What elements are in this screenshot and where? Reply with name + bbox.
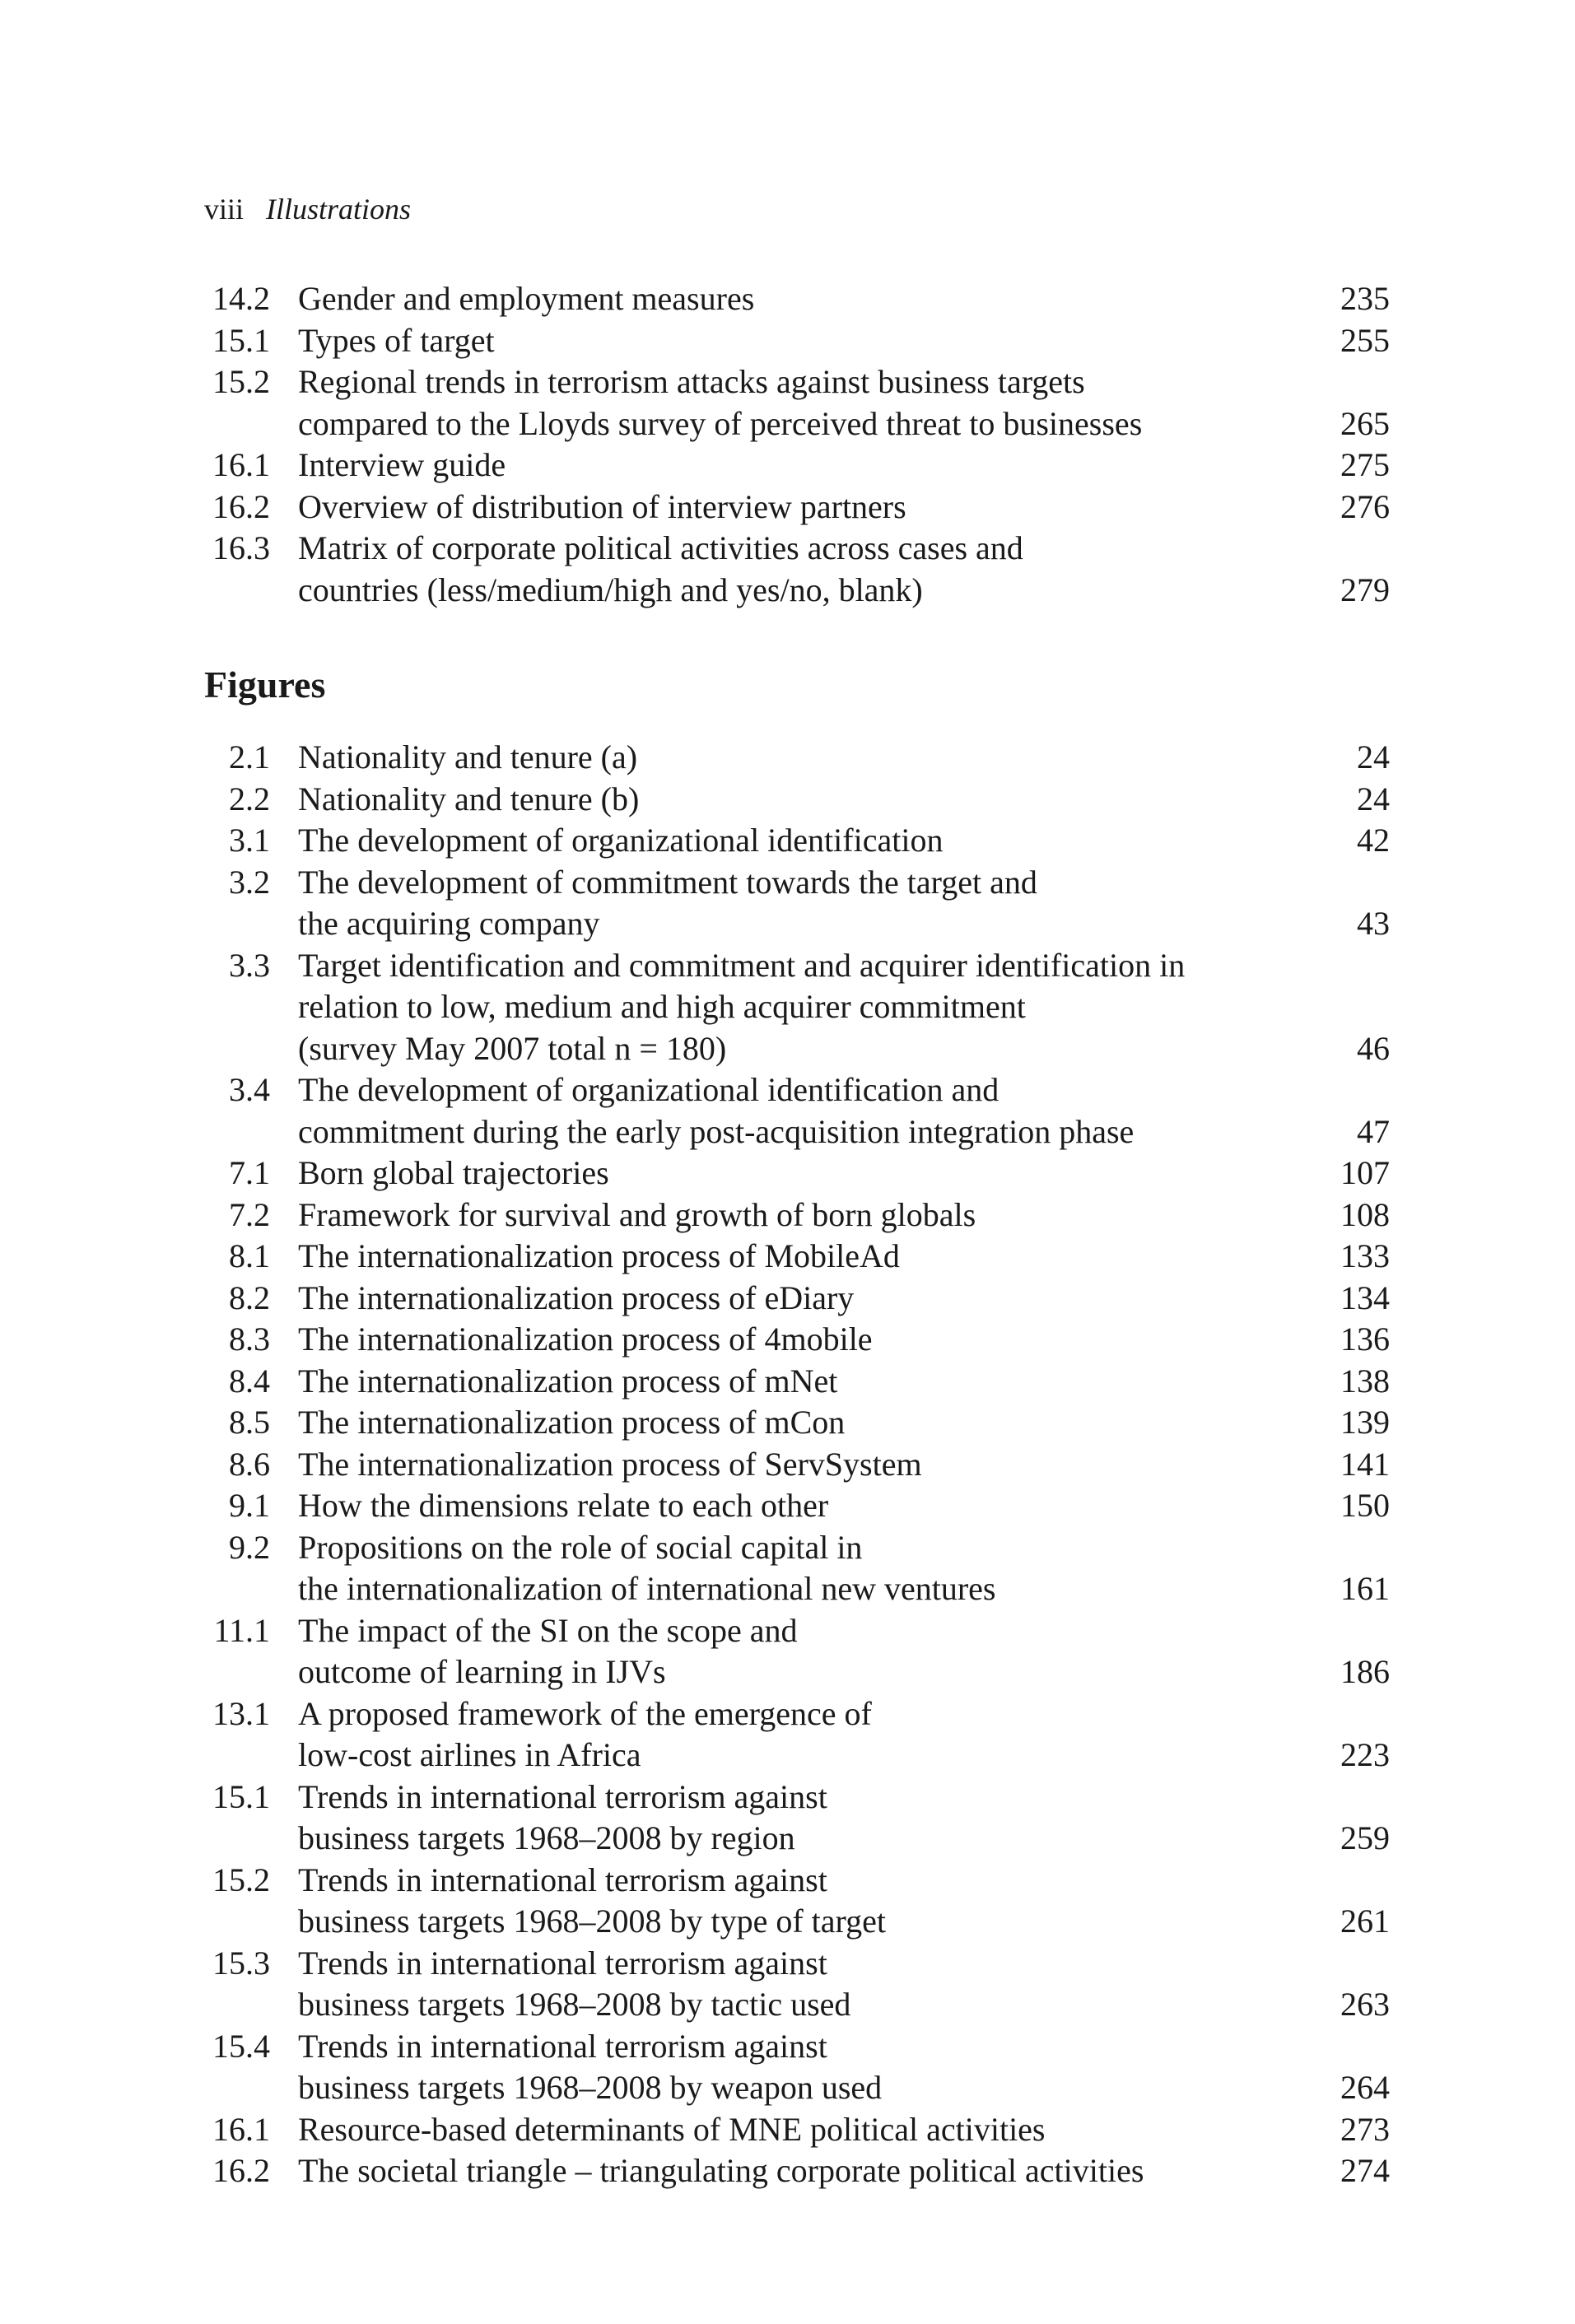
entry-number: 15.2 <box>212 363 270 400</box>
figure-entry <box>204 2109 1390 2151</box>
entry-page-number: 46 <box>1357 1029 1390 1067</box>
entry-number: 3.3 <box>229 946 270 984</box>
figure-entry <box>204 1610 1390 1693</box>
figure-entry <box>204 1943 1390 2026</box>
entry-page-number: 108 <box>1340 1195 1390 1233</box>
entry-number: 14.2 <box>212 280 270 317</box>
entry-title: The impact of the SI on the scope and outcome of learning in IJVs <box>298 1611 798 1690</box>
entry-title: The internationalization process of mNet <box>298 1362 838 1400</box>
entry-page-number: 263 <box>1340 1986 1390 2023</box>
entry-page-number: 47 <box>1357 1112 1390 1150</box>
entry-page-number: 24 <box>1357 738 1390 775</box>
entry-number: 8.4 <box>229 1362 270 1400</box>
figure-entry <box>204 1319 1390 1361</box>
entry-page-number: 24 <box>1357 780 1390 817</box>
list-of-tables-continued <box>204 278 1390 611</box>
entry-number: 15.2 <box>212 1861 270 1898</box>
figure-entry <box>204 1195 1390 1237</box>
entry-number: 11.1 <box>213 1611 270 1649</box>
entry-page-number: 43 <box>1357 905 1390 942</box>
figure-entry <box>204 779 1390 821</box>
figure-entry <box>204 1236 1390 1278</box>
figure-entry <box>204 862 1390 945</box>
entry-number: 15.1 <box>212 321 270 359</box>
entry-page-number: 139 <box>1340 1404 1390 1441</box>
entry-page-number: 279 <box>1340 571 1390 608</box>
figure-entry <box>204 1777 1390 1860</box>
entry-title: How the dimensions relate to each other <box>298 1487 829 1524</box>
entry-number: 8.5 <box>229 1404 270 1441</box>
figure-entry <box>204 1860 1390 1943</box>
table-entry <box>204 278 1390 320</box>
entry-page-number: 273 <box>1340 2110 1390 2148</box>
entry-number: 16.2 <box>212 2152 270 2189</box>
entry-title: The development of commitment towards the target and the acquiring company <box>298 863 1037 942</box>
running-head-title: Illustrations <box>266 193 412 226</box>
entry-title: The societal triangle – triangulating corporate political activities <box>298 2152 1144 2189</box>
entry-number: 15.1 <box>212 1777 270 1815</box>
list-of-figures <box>204 737 1390 2192</box>
entry-title: Regional trends in terrorism attacks against business targets compared to the Lloyds survey of perceived threat to businesses <box>298 363 1143 442</box>
table-entry <box>204 528 1390 611</box>
entry-page-number: 235 <box>1340 280 1390 317</box>
entry-page-number: 259 <box>1340 1819 1390 1856</box>
entry-page-number: 276 <box>1340 487 1390 525</box>
entry-page-number: 274 <box>1340 2152 1390 2189</box>
table-entry <box>204 487 1390 529</box>
entry-number: 16.1 <box>212 446 270 483</box>
entry-number: 3.2 <box>229 863 270 901</box>
entry-number: 16.2 <box>212 487 270 525</box>
entry-title: Types of target <box>298 321 495 359</box>
entry-title: Trends in international terrorism against business targets 1968–2008 by tactic used <box>298 1944 851 2023</box>
entry-number: 13.1 <box>212 1694 270 1732</box>
entry-title: Born global trajectories <box>298 1154 609 1191</box>
table-entry <box>204 445 1390 487</box>
entry-number: 2.1 <box>229 738 270 775</box>
entry-page-number: 265 <box>1340 404 1390 442</box>
entry-title: The internationalization process of MobileAd <box>298 1237 900 1274</box>
entry-title: Trends in international terrorism against business targets 1968–2008 by region <box>298 1777 827 1856</box>
entry-title: Interview guide <box>298 446 506 483</box>
entry-title: Nationality and tenure (b) <box>298 780 640 817</box>
entry-number: 8.2 <box>229 1278 270 1316</box>
entry-title: Gender and employment measures <box>298 280 755 317</box>
entry-number: 3.1 <box>229 822 270 859</box>
entry-page-number: 133 <box>1340 1237 1390 1274</box>
running-head <box>204 189 411 229</box>
entry-page-number: 223 <box>1340 1736 1390 1773</box>
figure-entry <box>204 1693 1390 1777</box>
entry-number: 7.2 <box>229 1195 270 1233</box>
entry-page-number: 42 <box>1357 822 1390 859</box>
figures-heading: Figures <box>204 664 326 706</box>
entry-title: Resource-based determinants of MNE political activities <box>298 2110 1046 2148</box>
entry-page-number: 161 <box>1340 1570 1390 1607</box>
figure-entry <box>204 1069 1390 1153</box>
figure-entry <box>204 2026 1390 2109</box>
page-folio: viii <box>204 193 245 226</box>
entry-number: 16.1 <box>212 2110 270 2148</box>
entry-page-number: 136 <box>1340 1320 1390 1358</box>
entry-number: 16.3 <box>212 529 270 566</box>
entry-title: Overview of distribution of interview partners <box>298 487 906 525</box>
entry-page-number: 141 <box>1340 1445 1390 1483</box>
entry-page-number: 186 <box>1340 1653 1390 1690</box>
figure-entry <box>204 1402 1390 1444</box>
entry-title: The internationalization process of mCon <box>298 1404 846 1441</box>
entry-number: 8.3 <box>229 1320 270 1358</box>
figure-entry <box>204 1361 1390 1403</box>
entry-title: Framework for survival and growth of born globals <box>298 1195 976 1233</box>
figure-entry <box>204 820 1390 862</box>
entry-number: 9.2 <box>229 1528 270 1566</box>
entry-title: Target identification and commitment and acquirer identification in relation to low, medium and high acquirer commitment (survey May 2007 total n = 180) <box>298 946 1186 1067</box>
entry-page-number: 150 <box>1340 1487 1390 1524</box>
entry-title: Trends in international terrorism against business targets 1968–2008 by type of target <box>298 1861 886 1940</box>
entry-title: Matrix of corporate political activities across cases and countries (less/medium/high and yes/no, blank) <box>298 529 1023 608</box>
entry-number: 3.4 <box>229 1071 270 1108</box>
figure-entry <box>204 1527 1390 1610</box>
entry-page-number: 107 <box>1340 1154 1390 1191</box>
entry-page-number: 138 <box>1340 1362 1390 1400</box>
entry-number: 15.3 <box>212 1944 270 1982</box>
figure-entry <box>204 2150 1390 2192</box>
entry-title: The internationalization process of ServSystem <box>298 1445 922 1483</box>
entry-title: Nationality and tenure (a) <box>298 738 638 775</box>
entry-page-number: 134 <box>1340 1278 1390 1316</box>
entry-title: The internationalization process of 4mobile <box>298 1320 873 1358</box>
table-entry <box>204 320 1390 362</box>
entry-title: The internationalization process of eDiary <box>298 1278 855 1316</box>
figure-entry <box>204 737 1390 779</box>
entry-page-number: 264 <box>1340 2069 1390 2106</box>
entry-title: The development of organizational identification and commitment during the early post-acquisition integration phase <box>298 1071 1135 1150</box>
figure-entry <box>204 945 1390 1070</box>
figure-entry <box>204 1153 1390 1195</box>
figure-entry <box>204 1444 1390 1486</box>
entry-page-number: 261 <box>1340 1903 1390 1940</box>
entry-number: 2.2 <box>229 780 270 817</box>
entry-number: 7.1 <box>229 1154 270 1191</box>
figure-entry <box>204 1278 1390 1320</box>
entry-title: Propositions on the role of social capital in the internationalization of international new ventures <box>298 1528 996 1607</box>
entry-number: 9.1 <box>229 1487 270 1524</box>
entry-page-number: 255 <box>1340 321 1390 359</box>
entry-number: 8.6 <box>229 1445 270 1483</box>
entry-number: 8.1 <box>229 1237 270 1274</box>
entry-number: 15.4 <box>212 2027 270 2065</box>
figure-entry <box>204 1485 1390 1527</box>
entry-title: Trends in international terrorism against business targets 1968–2008 by weapon used <box>298 2027 883 2106</box>
table-entry <box>204 361 1390 445</box>
entry-title: A proposed framework of the emergence of low-cost airlines in Africa <box>298 1694 872 1773</box>
entry-title: The development of organizational identification <box>298 822 944 859</box>
entry-page-number: 275 <box>1340 446 1390 483</box>
